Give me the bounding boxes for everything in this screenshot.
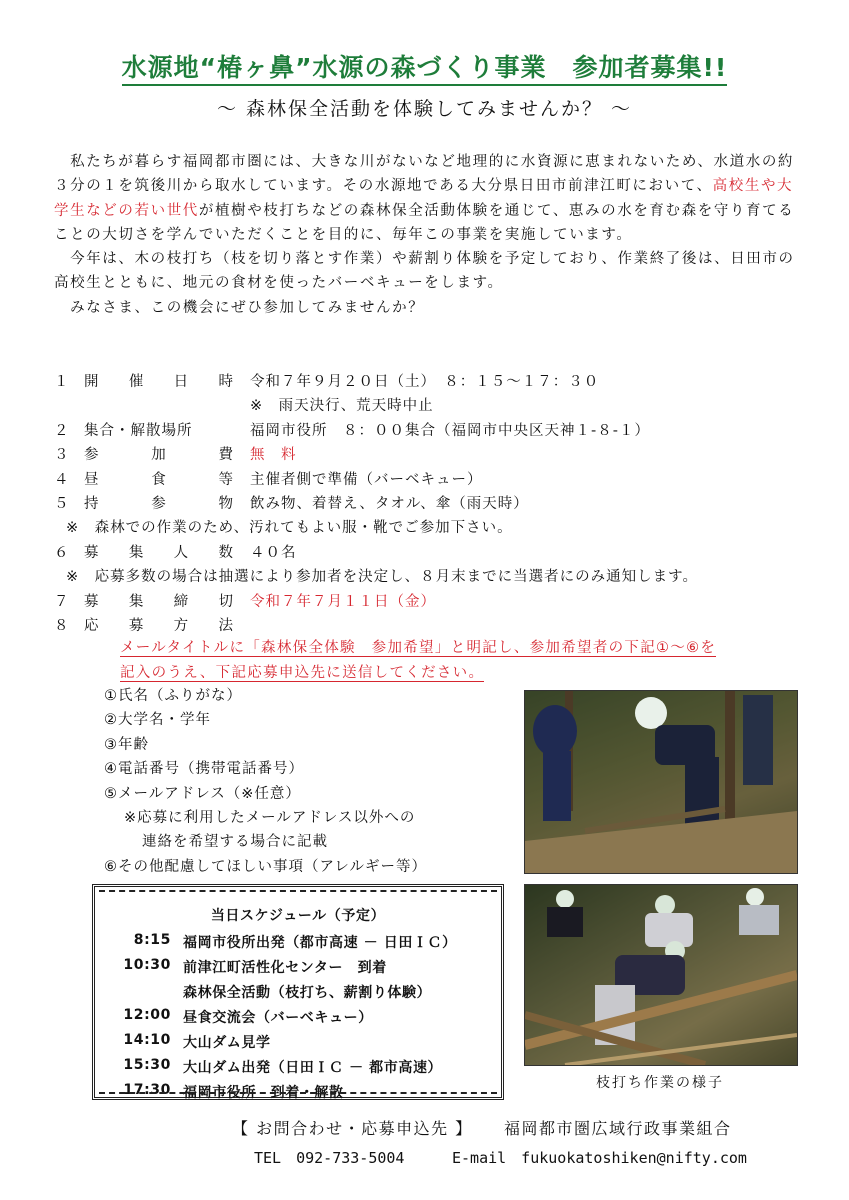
detail-belongings-note: ※ 森林での作業のため、汚れてもよい服・靴でご参加下さい。	[66, 520, 513, 537]
contact-email[interactable]: E-mail fukuokatoshiken@nifty.com	[452, 1149, 747, 1167]
field-email: ⑤メールアドレス（※任意）	[104, 785, 301, 802]
detail-capacity-note: ※ 応募多数の場合は抽選により参加者を決定し、８月末までに当選者にのみ通知します。	[66, 569, 698, 586]
field-phone: ④電話番号（携帯電話番号）	[104, 761, 304, 778]
contact-details	[254, 1147, 747, 1168]
detail-capacity: ６ 募 集 人 数 ４０名	[54, 541, 814, 565]
page-title: 水源地“椿ヶ鼻”水源の森づくり事業 参加者募集!!	[0, 48, 849, 84]
detail-label: 参 加 費	[84, 447, 234, 464]
field-university: ②大学名・学年	[104, 712, 211, 729]
detail-deadline: ７ 募 集 締 切 令和７年７月１１日（金）	[54, 590, 814, 614]
detail-apply-method: ８ 応 募 方 法	[54, 614, 814, 638]
detail-date: １ 開 催 日 時 令和７年９月２０日（土） ８：１５～１７：３０	[54, 370, 814, 394]
detail-label: 募 集 人 数	[84, 544, 234, 561]
field-age: ③年齢	[104, 736, 149, 753]
detail-label: 募 集 締 切	[84, 593, 234, 610]
detail-fee: ３ 参 加 費 無 料	[54, 443, 814, 467]
detail-value: 主催者側で準備（バーベキュー）	[250, 471, 483, 488]
field-email-note: ※応募に利用したメールアドレス以外への	[124, 810, 416, 827]
detail-label: 昼 食 等	[84, 471, 234, 488]
contact-tel: TEL 092-733-5004	[254, 1149, 405, 1167]
application-fields	[104, 684, 427, 879]
detail-meeting-place: ２ 集合・解散場所 福岡市役所 ８：００集合（福岡市中央区天神１-８-１）	[54, 419, 814, 443]
detail-value: 福岡市役所 ８：００集合（福岡市中央区天神１-８-１）	[250, 422, 650, 439]
detail-label: 持 参 物	[84, 495, 234, 512]
detail-label: 集合・解散場所	[84, 422, 193, 439]
apply-instruction: メールタイトルに「森林保全体験 参加希望」と明記し、参加希望者の下記①～⑥を 記入のうえ、下記応募申込先に送信してください。	[120, 640, 717, 681]
detail-value: 令和７年９月２０日（土） ８：１５～１７：３０	[250, 374, 600, 390]
forest-work-photo-1	[524, 690, 798, 874]
contact-heading	[232, 1116, 732, 1139]
detail-lunch: ４ 昼 食 等 主催者側で準備（バーベキュー）	[54, 468, 814, 492]
field-email-note-cont: 連絡を希望する場合に記載	[142, 834, 328, 851]
highlight-young-generation: 高校生や大学生などの若い世代	[54, 178, 794, 219]
event-details	[54, 370, 814, 638]
contact-organization: 福岡都市圏広域行政事業組合	[504, 1119, 732, 1138]
intro-text	[54, 150, 799, 320]
detail-label: 開 催 日 時	[84, 374, 234, 390]
detail-value: ４０名	[250, 544, 297, 561]
detail-date-note: ※ 雨天決行、荒天時中止	[250, 398, 434, 415]
detail-label: 応 募 方 法	[84, 617, 234, 634]
photo-caption: 枝打ち作業の様子	[596, 1075, 724, 1091]
detail-value: 飲み物、着替え、タオル、傘（雨天時）	[250, 495, 529, 512]
detail-belongings: ５ 持 参 物 飲み物、着替え、タオル、傘（雨天時）	[54, 492, 814, 516]
intro-paragraph-1: 私たちが暮らす福岡都市圏には、大きな川がないなど地理的に水資源に恵まれないため、水道水の約３分の１を筑後川から取水しています。その水源地である大分県日田市前津江町において、高校生や大学生などの若い世代が植樹や枝打ちなどの森林保全活動体験を通じて、恵みの水を育む森を守り育てることの大切さを学んでいただくことを目的に、毎年この事業を実施しています。	[54, 154, 795, 243]
intro-paragraph-3: みなさま、この機会にぜひ参加してみませんか？	[70, 299, 425, 316]
detail-value: 令和７年７月１１日（金）	[250, 593, 436, 610]
page-subtitle: ～ 森林保全活動を体験してみませんか？ ～	[216, 98, 633, 120]
schedule-title: 当日スケジュール（予定）	[210, 908, 386, 924]
intro-paragraph-2: 今年は、木の枝打ち（枝を切り落とす作業）や薪割り体験を予定しており、作業終了後は、日田市の高校生とともに、地元の食材を使ったバーベキューをします。	[54, 251, 795, 292]
field-other: ⑥その他配慮してほしい事項（アレルギー等）	[104, 858, 428, 875]
forest-work-photo-2	[524, 884, 798, 1066]
contact-label: 【 お問合わせ・応募申込先 】	[232, 1119, 473, 1138]
schedule-box: 当日スケジュール（予定） 8:15 福岡市役所出発（都市高速 － 日田ＩＣ） 10:30 前津江町活性化センター 到着 森林保全活動（枝打ち、薪割り体験） 12:00 昼食交流会（バーベキュー） 14:10 大山ダム見学 15:30 大山ダム出発（日田ＩＣ － 都市高速） 17:30 福岡市役所 到着・解散	[92, 884, 504, 1100]
detail-value: 無 料	[250, 447, 297, 464]
field-name: ①氏名（ふりがな）	[104, 688, 242, 704]
